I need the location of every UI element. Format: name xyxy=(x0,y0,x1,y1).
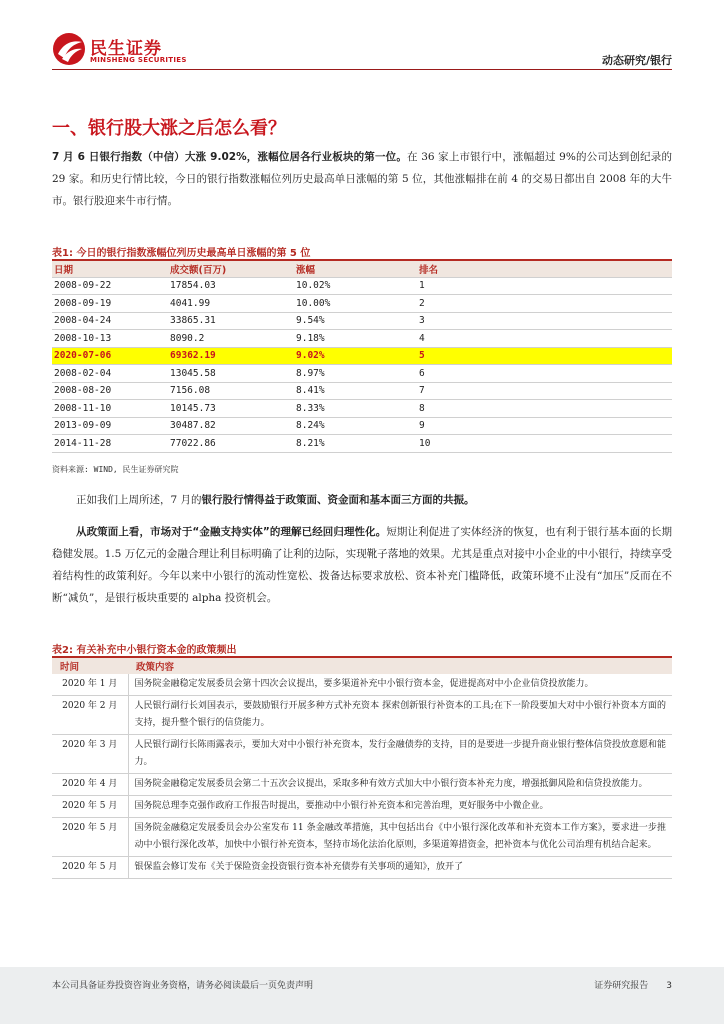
page-footer xyxy=(0,967,724,1024)
paragraph-3-bold: 从政策面上看，市场对于“金融支持实体”的理解已经回归理性化。 xyxy=(76,526,387,538)
table-1-cell-date: 2008-11-10 xyxy=(52,400,168,418)
table-2-header-time: 时间 xyxy=(52,658,128,674)
table-2-cell-content: 国务院金融稳定发展委员会第十四次会议提出，要多渠道补充中小银行资本金，促进提高对中小企业信贷投放能力。 xyxy=(128,674,672,696)
section-title: 一、银行股大涨之后怎么看？ xyxy=(52,118,286,139)
table-1-header-turnover: 成交额(百万) xyxy=(168,261,294,277)
table-row xyxy=(52,435,672,453)
table-1-cell-change: 8.24% xyxy=(294,417,417,435)
table-1-cell-turnover: 10145.73 xyxy=(168,400,294,418)
table-1-cell-change: 8.21% xyxy=(294,435,417,453)
table-1-header-date: 日期 xyxy=(52,261,168,277)
table-1-cell-rank: 2 xyxy=(417,295,672,313)
table-2-cell-time: 2020 年 2 月 xyxy=(52,696,128,735)
table-1-caption: 表1: 今日的银行指数涨幅位列历史最高单日涨幅的第 5 位 xyxy=(52,248,311,259)
table-2-cell-time: 2020 年 4 月 xyxy=(52,774,128,796)
page-number: 3 xyxy=(666,981,672,991)
table-row xyxy=(52,796,672,818)
minsheng-logo xyxy=(52,32,192,68)
table-1-cell-turnover: 4041.99 xyxy=(168,295,294,313)
table-row xyxy=(52,857,672,879)
footer-report-label: 证券研究报告 xyxy=(594,981,649,991)
table-2-cell-content: 国务院金融稳定发展委员会第二十五次会议提出，采取多种有效方式加大中小银行资本补充力度，增强抵御风险和信贷投放能力。 xyxy=(128,774,672,796)
table-1-cell-turnover: 8090.2 xyxy=(168,330,294,348)
paragraph-1 xyxy=(52,146,672,212)
table-1 xyxy=(52,261,672,453)
table-2-cell-time: 2020 年 5 月 xyxy=(52,818,128,857)
table-1-cell-date: 2008-04-24 xyxy=(52,312,168,330)
minsheng-logo-icon xyxy=(52,32,86,66)
header-divider xyxy=(52,69,672,70)
table-2-cell-content: 银保监会修订发布《关于保险资金投资银行资本补充债券有关事项的通知》，放开了 xyxy=(128,857,672,879)
table-2-cell-time: 2020 年 5 月 xyxy=(52,796,128,818)
paragraph-2-text: 正如我们上周所述，7 月的 xyxy=(76,494,202,506)
table-row xyxy=(52,400,672,418)
paragraph-3 xyxy=(52,521,672,609)
table-1-cell-date: 2008-08-20 xyxy=(52,382,168,400)
table-1-cell-change: 9.02% xyxy=(294,347,417,365)
brand-name-en: MINSHENG SECURITIES xyxy=(90,56,187,64)
table-1-cell-date: 2008-10-13 xyxy=(52,330,168,348)
table-1-cell-change: 10.02% xyxy=(294,277,417,295)
table-1-cell-turnover: 30487.82 xyxy=(168,417,294,435)
table-1-cell-turnover: 69362.19 xyxy=(168,347,294,365)
table-1-cell-rank: 4 xyxy=(417,330,672,348)
table-1-cell-change: 8.97% xyxy=(294,365,417,383)
paragraph-2 xyxy=(52,489,672,511)
table-2-cell-time: 2020 年 3 月 xyxy=(52,735,128,774)
table-row xyxy=(52,365,672,383)
table-1-cell-change: 8.33% xyxy=(294,400,417,418)
table-1-cell-turnover: 33865.31 xyxy=(168,312,294,330)
table-1-cell-date: 2008-09-19 xyxy=(52,295,168,313)
table-1-source: 资料来源: WIND, 民生证券研究院 xyxy=(52,465,179,474)
table-row xyxy=(52,312,672,330)
table-row xyxy=(52,674,672,696)
table-1-header-row xyxy=(52,261,672,277)
table-row xyxy=(52,382,672,400)
table-row xyxy=(52,818,672,857)
table-1-cell-rank: 7 xyxy=(417,382,672,400)
table-row xyxy=(52,277,672,295)
table-2-header-row xyxy=(52,658,672,674)
table-row xyxy=(52,774,672,796)
table-1-cell-rank: 5 xyxy=(417,347,672,365)
table-2-cell-content: 国务院金融稳定发展委员会办公室发布 11 条金融改革措施，其中包括出台《中小银行深化改革和补充资本工作方案》，要求进一步推动中小银行深化改革，加快中小银行补充资本，坚持市场化法治化原则，多渠道筹措资金，把补资本与优化公司治理有机结合起来。 xyxy=(128,818,672,857)
table-1-cell-rank: 8 xyxy=(417,400,672,418)
table-2 xyxy=(52,658,672,879)
table-1-cell-rank: 10 xyxy=(417,435,672,453)
table-1-cell-date: 2013-09-09 xyxy=(52,417,168,435)
table-1-cell-date: 2008-09-22 xyxy=(52,277,168,295)
footer-disclaimer: 本公司具备证券投资咨询业务资格，请务必阅读最后一页免责声明 xyxy=(52,981,314,991)
table-row xyxy=(52,417,672,435)
table-1-cell-turnover: 13045.58 xyxy=(168,365,294,383)
table-2-cell-time: 2020 年 5 月 xyxy=(52,857,128,879)
table-1-cell-rank: 6 xyxy=(417,365,672,383)
table-row xyxy=(52,696,672,735)
paragraph-2-bold: 银行股行情得益于政策面、资金面和基本面三方面的共振。 xyxy=(201,494,475,506)
report-type: 动态研究/银行 xyxy=(601,54,672,67)
table-2-cell-time: 2020 年 1 月 xyxy=(52,674,128,696)
page-header xyxy=(0,0,724,70)
table-1-cell-date: 2008-02-04 xyxy=(52,365,168,383)
paragraph-1-text: 在 36 家上市银行中，涨幅超过 9%的公司达到创纪录的 29 家。和历史行情比较，今日的银行指数涨幅位列历史最高单日涨幅的第 5 位，其他涨幅排在前 4 的交易日都出自 2008 年的大牛市。银行股迎来牛市行情。 xyxy=(52,151,672,207)
table-1-cell-rank: 3 xyxy=(417,312,672,330)
table-row xyxy=(52,735,672,774)
table-1-cell-turnover: 7156.08 xyxy=(168,382,294,400)
table-1-cell-date: 2014-11-28 xyxy=(52,435,168,453)
table-row xyxy=(52,347,672,365)
table-1-cell-turnover: 17854.03 xyxy=(168,277,294,295)
table-1-header-rank: 排名 xyxy=(417,261,672,277)
table-2-header-content: 政策内容 xyxy=(128,658,672,674)
table-2-cell-content: 人民银行副行长陈雨露表示，要加大对中小银行补充资本，发行金融债券的支持，目的是要进一步提升商业银行整体信贷投放意愿和能力。 xyxy=(128,735,672,774)
paragraph-3-text: 短期让利促进了实体经济的恢复，也有利于银行基本面的长期稳健发展。1.5 万亿元的金融合理让利目标明确了让利的边际，实现靴子落地的效果。尤其是重点对接中小企业的中小银行，持续享受着结构性的政策利好。今年以来中小银行的流动性宽松、拨备达标要求放松、资本补充门槛降低，政策环境不止没有“加压”反而在不断“减负”，是银行板块重要的 alpha 投资机会。 xyxy=(52,526,672,604)
table-1-cell-rank: 9 xyxy=(417,417,672,435)
table-1-cell-change: 8.41% xyxy=(294,382,417,400)
table-2-cell-content: 国务院总理李克强作政府工作报告时提出，要推动中小银行补充资本和完善治理，更好服务中小微企业。 xyxy=(128,796,672,818)
table-1-cell-change: 9.54% xyxy=(294,312,417,330)
table-1-cell-change: 10.00% xyxy=(294,295,417,313)
table-2-caption: 表2: 有关补充中小银行资本金的政策频出 xyxy=(52,645,237,656)
table-1-cell-rank: 1 xyxy=(417,277,672,295)
table-row xyxy=(52,295,672,313)
table-1-cell-turnover: 77022.86 xyxy=(168,435,294,453)
table-2-cell-content: 人民银行副行长刘国表示，要鼓励银行开展多种方式补充资本 探索创新银行补资本的工具;在下一阶段要加大对中小银行补资本方面的支持，提升整个银行的信贷能力。 xyxy=(128,696,672,735)
table-1-cell-change: 9.18% xyxy=(294,330,417,348)
table-row xyxy=(52,330,672,348)
paragraph-1-bold: 7 月 6 日银行指数（中信）大涨 9.02%，涨幅位居各行业板块的第一位。 xyxy=(52,151,408,163)
footer-right xyxy=(576,978,672,991)
table-1-cell-date: 2020-07-06 xyxy=(52,347,168,365)
brand-name-cn: 民生证券 xyxy=(90,39,162,59)
table-1-header-change: 涨幅 xyxy=(294,261,417,277)
